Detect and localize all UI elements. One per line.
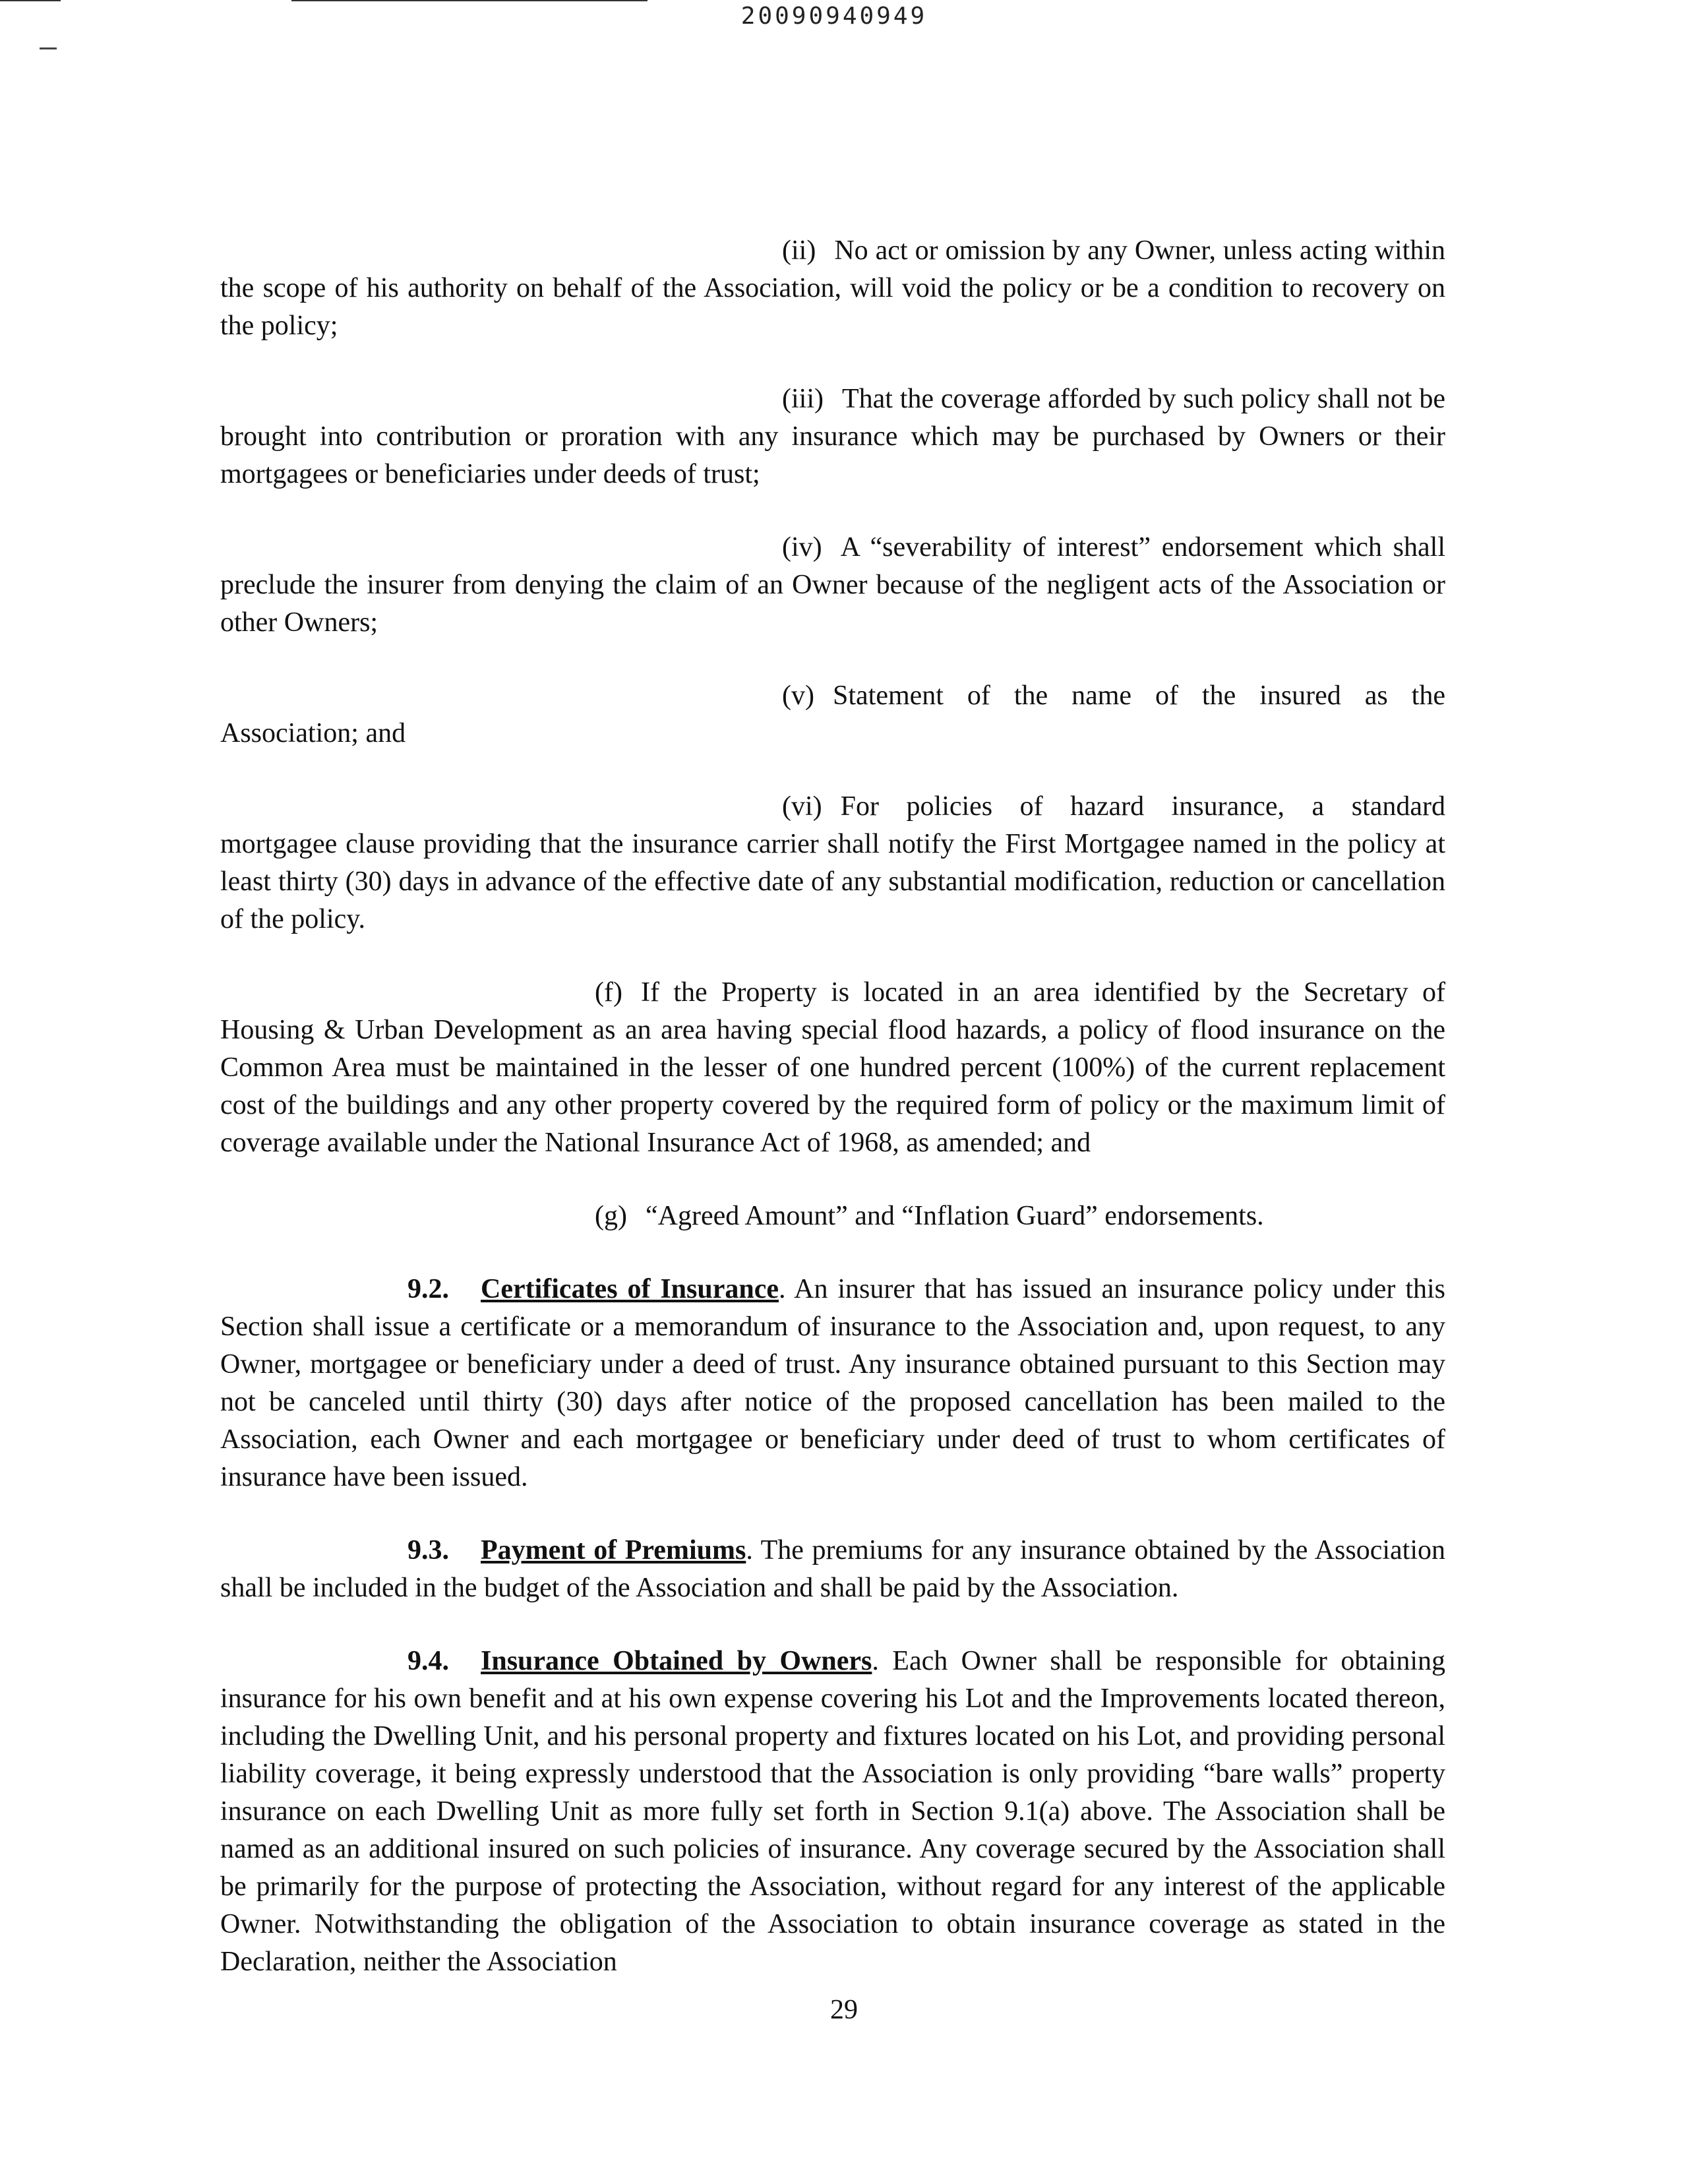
document-body bbox=[220, 232, 1445, 2017]
recording-number: 20090940949 bbox=[740, 3, 928, 30]
section-heading: Insurance Obtained by Owners bbox=[481, 1646, 872, 1676]
scan-artifact-line bbox=[291, 0, 648, 1]
clause-label: (g) bbox=[595, 1201, 627, 1231]
clause-vi bbox=[220, 788, 1445, 938]
section-heading: Payment of Premiums bbox=[481, 1535, 746, 1565]
clause-label: (ii) bbox=[782, 235, 816, 266]
clause-f bbox=[220, 974, 1445, 1162]
clause-label: (v) bbox=[782, 681, 814, 711]
clause-label: (iii) bbox=[782, 384, 824, 414]
section-text: . An insurer that has issued an insurance policy under this Section shall issue a certificate or a memorandum of insurance to the Association and, upon request, to any Owner, mortgagee or beneficiary under a deed of trust. Any insurance obtained pursuant to this Section may not be canceled until thirty (30) days after notice of the proposed cancellation has been mailed to the Association, each Owner and each mortgagee or beneficiary under deed of trust to whom certificates of insurance have been issued. bbox=[220, 1274, 1446, 1492]
page-number: 29 bbox=[830, 1995, 858, 2025]
section-9-2 bbox=[220, 1271, 1445, 1496]
section-number: 9.4. bbox=[407, 1646, 449, 1676]
clause-g bbox=[220, 1198, 1445, 1235]
clause-text: Statement of the name of the insured as the Association; and bbox=[220, 681, 1445, 748]
clause-iv bbox=[220, 529, 1445, 642]
clause-text: A “severability of interest” endorsement which shall preclude the insurer from denying the claim of an Owner because of the negligent acts of the Association or other Owners; bbox=[220, 532, 1445, 638]
clause-text: That the coverage afforded by such policy shall not be brought into contribution or proration with any insurance which may be purchased by Owners or their mortgagees or beneficiaries under deeds of trust; bbox=[220, 384, 1445, 489]
clause-ii bbox=[220, 232, 1445, 345]
clause-label: (iv) bbox=[782, 532, 822, 562]
clause-iii bbox=[220, 380, 1445, 493]
clause-v bbox=[220, 677, 1445, 752]
scan-artifact-line bbox=[0, 0, 61, 1]
clause-text: No act or omission by any Owner, unless acting within the scope of his authority on behalf of the Association, will void the policy or be a condition to recovery on the policy; bbox=[220, 235, 1445, 341]
section-text: . Each Owner shall be responsible for obtaining insurance for his own benefit and at his own expense covering his Lot and the Improvements located thereon, including the Dwelling Unit, and his personal property and fixtures located on his Lot, and providing personal liability coverage, it being expressly understood that the Association is only providing “bare walls” property insurance on each Dwelling Unit as more fully set forth in Section 9.1(a) above. The Association shall be named as an additional insured on such policies of insurance. Any coverage secured by the Association shall be primarily for the purpose of protecting the Association, without regard for any interest of the applicable Owner. Notwithstanding the obligation of the Association to obtain insurance coverage as stated in the Declaration, neither the Association bbox=[220, 1646, 1445, 1977]
clause-label: (f) bbox=[595, 977, 622, 1008]
clause-text: For policies of hazard insurance, a standard mortgagee clause providing that the insurance carrier shall notify the First Mortgagee named in the policy at least thirty (30) days in advance of the effective date of any substantial modification, reduction or cancellation of the policy. bbox=[220, 791, 1445, 934]
clause-text: If the Property is located in an area identified by the Secretary of Housing & Urban Development as an area having special flood hazards, a policy of flood insurance on the Common Area must be maintained in the lesser of one hundred percent (100%) of the current replacement cost of the buildings and any other property covered by the required form of policy or the maximum limit of coverage available under the National Insurance Act of 1968, as amended; and bbox=[220, 977, 1445, 1158]
section-number: 9.3. bbox=[407, 1535, 449, 1565]
section-9-4 bbox=[220, 1643, 1445, 1981]
section-text: . The premiums for any insurance obtained by the Association shall be included in the budget of the Association and shall be paid by the Association. bbox=[220, 1535, 1446, 1603]
clause-label: (vi) bbox=[782, 791, 822, 822]
clause-text: “Agreed Amount” and “Inflation Guard” endorsements. bbox=[645, 1201, 1264, 1231]
section-number: 9.2. bbox=[407, 1274, 449, 1304]
scan-artifact-mark bbox=[40, 47, 57, 49]
section-9-3 bbox=[220, 1532, 1445, 1607]
section-heading: Certificates of Insurance bbox=[481, 1274, 779, 1304]
